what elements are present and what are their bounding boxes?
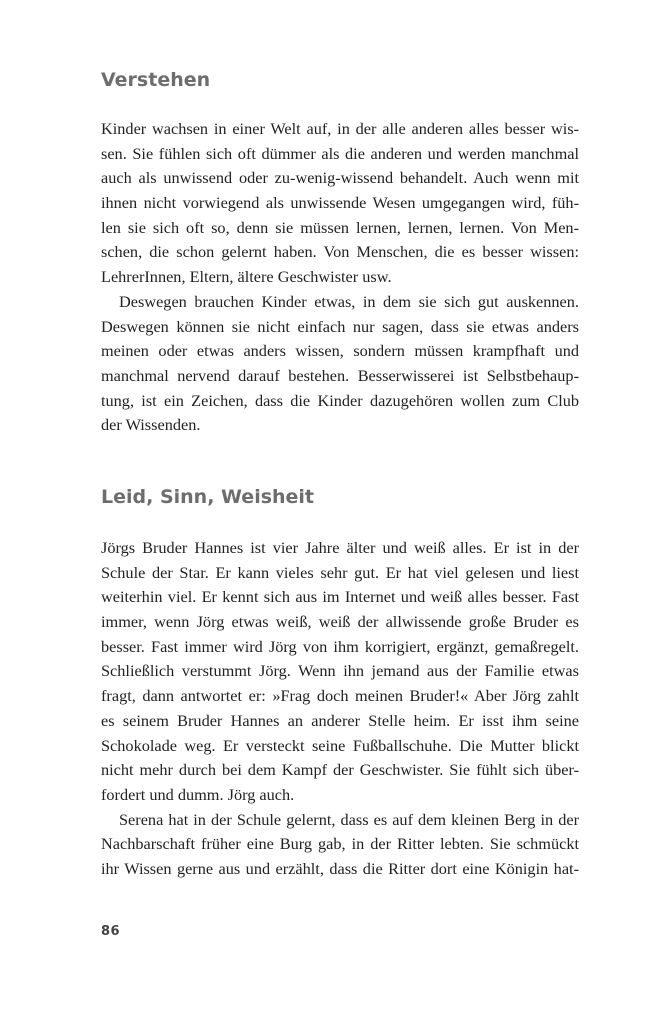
text-line: ihr Wissen gerne aus und erzählt, dass die Ritter dort eine Königin hat-	[101, 858, 579, 878]
text-line: schen, die schon gelernt haben. Von Menschen, die es besser wissen:	[101, 242, 579, 262]
text-line: Schokolade weg. Er versteckt seine Fußballschuhe. Die Mutter blickt	[101, 735, 579, 755]
text-line: Deswegen können sie nicht einfach nur sagen, dass sie etwas anders	[101, 316, 579, 336]
paragraph	[101, 808, 579, 882]
text-line: ihnen nicht vorwiegend als unwissende Wesen umgegangen wird, füh-	[101, 193, 579, 213]
section-heading-leid-sinn-weisheit: Leid, Sinn, Weisheit	[101, 486, 315, 508]
text-line: Schule der Star. Er kann vieles sehr gut. Er hat viel gelesen und liest	[101, 562, 579, 582]
text-line: Schließlich verstummt Jörg. Wenn ihn jemand aus der Familie etwas	[101, 661, 579, 681]
text-line: sen. Sie fühlen sich oft dümmer als die anderen und werden manchmal	[101, 143, 579, 163]
text-line: fordert und dumm. Jörg auch.	[101, 784, 295, 804]
page-number: 86	[101, 924, 121, 939]
text-line: Deswegen brauchen Kinder etwas, in dem sie sich gut auskennen.	[119, 291, 579, 311]
paragraph	[101, 290, 579, 438]
section-heading-verstehen: Verstehen	[101, 69, 211, 91]
text-line: Serena hat in der Schule gelernt, dass es auf dem kleinen Berg in der	[119, 809, 579, 829]
text-line: meinen oder etwas anders wissen, sondern müssen krampfhaft und	[101, 341, 579, 361]
text-line: weiterhin viel. Er kennt sich aus im Internet und weiß alles besser. Fast	[101, 587, 579, 607]
text-line: immer, wenn Jörg etwas weiß, weiß der allwissende große Bruder es	[101, 612, 579, 632]
paragraph	[101, 536, 579, 808]
text-line: der Wissenden.	[101, 415, 201, 435]
text-line: besser. Fast immer wird Jörg von ihm korrigiert, ergänzt, gemaßregelt.	[101, 636, 579, 656]
text-line: manchmal nervend darauf bestehen. Besserwisserei ist Selbstbehaup-	[101, 365, 579, 385]
text-line: auch als unwissend oder zu-wenig-wissend behandelt. Auch wenn mit	[101, 168, 579, 188]
text-line: es seinem Bruder Hannes an anderer Stelle heim. Er isst ihm seine	[101, 710, 579, 730]
text-line: tung, ist ein Zeichen, dass die Kinder dazugehören wollen zum Club	[101, 390, 579, 410]
text-line: Nachbarschaft früher eine Burg gab, in der Ritter lebten. Sie schmückt	[101, 834, 579, 854]
section-body-leid-sinn-weisheit	[101, 536, 579, 882]
text-line: LehrerInnen, Eltern, ältere Geschwister usw.	[101, 267, 392, 287]
text-line: len sie sich oft so, denn sie müssen lernen, lernen, lernen. Von Men-	[101, 217, 579, 237]
text-line: Kinder wachsen in einer Welt auf, in der alle anderen alles besser wis-	[101, 119, 579, 138]
section-body-verstehen	[101, 117, 579, 438]
text-line: fragt, dann antwortet er: »Frag doch meinen Bruder!« Aber Jörg zahlt	[101, 686, 579, 706]
paragraph	[101, 117, 579, 290]
text-line: nicht mehr durch bei dem Kampf der Geschwister. Sie fühlt sich über-	[101, 760, 579, 780]
text-line: Jörgs Bruder Hannes ist vier Jahre älter und weiß alles. Er ist in der	[101, 538, 579, 557]
